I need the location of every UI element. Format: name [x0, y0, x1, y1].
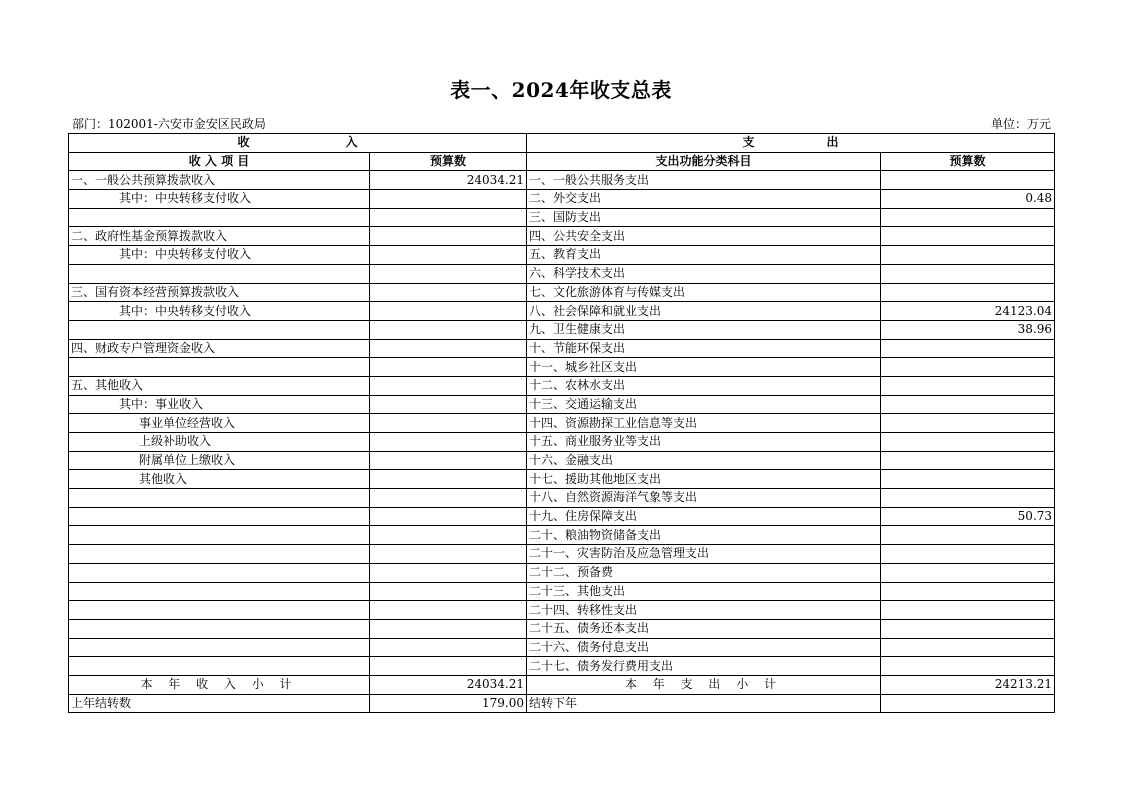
income-item-cell: 事业单位经营收入	[69, 414, 370, 433]
expense-item-cell: 十七、援助其他地区支出	[527, 470, 881, 489]
expense-item-cell: 一、一般公共服务支出	[527, 171, 881, 190]
income-item-cell	[69, 526, 370, 545]
expense-amount-cell	[881, 171, 1055, 190]
expense-item-cell: 十三、交通运输支出	[527, 395, 881, 414]
income-section-header: 收 入	[69, 134, 527, 153]
income-item-cell	[69, 320, 370, 339]
income-amount-cell	[370, 227, 527, 246]
income-item-cell: 四、财政专户管理资金收入	[69, 339, 370, 358]
income-item-cell: 其中：中央转移支付收入	[69, 246, 370, 265]
carryover-row	[69, 694, 1055, 713]
expense-item-cell: 六、科学技术支出	[527, 264, 881, 283]
department-label: 部门：102001-六安市金安区民政局	[72, 117, 266, 131]
income-amount-cell	[370, 302, 527, 321]
expense-item-cell: 二十七、债务发行费用支出	[527, 657, 881, 676]
expense-item-cell: 五、教育支出	[527, 246, 881, 265]
expense-item-cell: 二十三、其他支出	[527, 582, 881, 601]
expense-amount-cell	[881, 582, 1055, 601]
income-amount-cell	[370, 545, 527, 564]
page-title: 表一、2024年收支总表	[450, 78, 672, 102]
expense-amount-cell	[881, 619, 1055, 638]
table-row	[69, 283, 1055, 302]
income-item-cell: 五、其他收入	[69, 376, 370, 395]
table-row	[69, 526, 1055, 545]
expense-item-cell: 十五、商业服务业等支出	[527, 433, 881, 452]
table-row	[69, 227, 1055, 246]
expense-amount-cell	[881, 264, 1055, 283]
expense-amount-cell: 24123.04	[881, 302, 1055, 321]
table-row	[69, 657, 1055, 676]
table-row	[69, 601, 1055, 620]
table-row	[69, 433, 1055, 452]
income-amount-cell	[370, 414, 527, 433]
expense-amount-cell: 38.96	[881, 320, 1055, 339]
table-row	[69, 339, 1055, 358]
income-amount-cell	[370, 526, 527, 545]
income-amount-cell	[370, 638, 527, 657]
income-amount-cell	[370, 320, 527, 339]
table-row	[69, 376, 1055, 395]
expense-subtotal-label: 本 年 支 出 小 计	[527, 675, 881, 694]
income-amount-cell	[370, 470, 527, 489]
income-item-cell	[69, 208, 370, 227]
table-row	[69, 414, 1055, 433]
expense-amount-cell: 0.48	[881, 190, 1055, 209]
expense-section-header: 支 出	[527, 134, 1055, 153]
table-row	[69, 395, 1055, 414]
income-amount-cell	[370, 433, 527, 452]
expense-amount-cell	[881, 339, 1055, 358]
expense-amount-cell	[881, 470, 1055, 489]
expense-item-cell: 十、节能环保支出	[527, 339, 881, 358]
table-row	[69, 208, 1055, 227]
carryover-in-value: 179.00	[370, 694, 527, 713]
income-amount-cell	[370, 376, 527, 395]
table-row	[69, 358, 1055, 377]
income-item-cell: 其中：中央转移支付收入	[69, 190, 370, 209]
expense-item-cell: 二十五、债务还本支出	[527, 619, 881, 638]
expense-item-cell: 四、公共安全支出	[527, 227, 881, 246]
table-row	[69, 563, 1055, 582]
expense-item-cell: 十四、资源勘探工业信息等支出	[527, 414, 881, 433]
income-item-cell	[69, 358, 370, 377]
income-amount-cell	[370, 246, 527, 265]
table-row	[69, 264, 1055, 283]
income-amount-cell	[370, 339, 527, 358]
table-column-header-row	[69, 152, 1055, 171]
table-row	[69, 489, 1055, 508]
expense-amount-cell	[881, 563, 1055, 582]
expense-item-cell: 十二、农林水支出	[527, 376, 881, 395]
income-item-cell: 一、一般公共预算拨款收入	[69, 171, 370, 190]
income-item-cell: 二、政府性基金预算拨款收入	[69, 227, 370, 246]
income-item-cell	[69, 619, 370, 638]
income-item-cell	[69, 545, 370, 564]
carryover-out-label: 结转下年	[527, 694, 881, 713]
income-item-cell: 附属单位上缴收入	[69, 451, 370, 470]
income-amount-cell	[370, 395, 527, 414]
expense-item-cell: 十八、自然资源海洋气象等支出	[527, 489, 881, 508]
expense-item-cell: 十一、城乡社区支出	[527, 358, 881, 377]
expense-amount-cell	[881, 657, 1055, 676]
expense-amount-cell	[881, 283, 1055, 302]
table-section-header-row	[69, 134, 1055, 153]
table-row	[69, 582, 1055, 601]
table-row	[69, 507, 1055, 526]
income-item-cell	[69, 601, 370, 620]
income-amount-cell	[370, 489, 527, 508]
income-item-cell: 其中：事业收入	[69, 395, 370, 414]
expense-amount-cell	[881, 246, 1055, 265]
expense-amount-cell	[881, 451, 1055, 470]
table-row	[69, 619, 1055, 638]
income-amount-cell	[370, 601, 527, 620]
expense-item-cell: 二十一、灾害防治及应急管理支出	[527, 545, 881, 564]
expense-amount-cell	[881, 358, 1055, 377]
expense-amount-cell	[881, 545, 1055, 564]
expense-item-cell: 九、卫生健康支出	[527, 320, 881, 339]
table-row	[69, 545, 1055, 564]
expense-amount-cell	[881, 433, 1055, 452]
income-subtotal-value: 24034.21	[370, 675, 527, 694]
subtotal-row	[69, 675, 1055, 694]
income-amount-cell	[370, 190, 527, 209]
income-amount-cell	[370, 208, 527, 227]
income-item-cell	[69, 582, 370, 601]
income-subtotal-label: 本 年 收 入 小 计	[69, 675, 370, 694]
income-item-cell	[69, 264, 370, 283]
table-row	[69, 320, 1055, 339]
income-item-cell	[69, 638, 370, 657]
income-amount-cell	[370, 657, 527, 676]
expense-amount-cell	[881, 395, 1055, 414]
expense-item-cell: 七、文化旅游体育与传媒支出	[527, 283, 881, 302]
income-amount-header: 预算数	[370, 152, 527, 171]
income-item-cell: 其他收入	[69, 470, 370, 489]
income-item-cell: 三、国有资本经营预算拨款收入	[69, 283, 370, 302]
income-item-cell	[69, 489, 370, 508]
expense-item-cell: 八、社会保障和就业支出	[527, 302, 881, 321]
expense-amount-header: 预算数	[881, 152, 1055, 171]
income-amount-cell	[370, 283, 527, 302]
expense-amount-cell	[881, 489, 1055, 508]
expense-item-header: 支出功能分类科目	[527, 152, 881, 171]
income-amount-cell	[370, 358, 527, 377]
expense-subtotal-value: 24213.21	[881, 675, 1055, 694]
unit-label: 单位：万元	[990, 117, 1051, 131]
carryover-in-label: 上年结转数	[69, 694, 370, 713]
expense-item-cell: 十六、金融支出	[527, 451, 881, 470]
income-amount-cell	[370, 563, 527, 582]
income-item-cell: 上级补助收入	[69, 433, 370, 452]
income-amount-cell	[370, 264, 527, 283]
expense-item-cell: 二十二、预备费	[527, 563, 881, 582]
income-item-cell	[69, 563, 370, 582]
income-amount-cell	[370, 451, 527, 470]
expense-item-cell: 二十四、转移性支出	[527, 601, 881, 620]
expense-amount-cell	[881, 526, 1055, 545]
table-row	[69, 302, 1055, 321]
income-item-cell	[69, 657, 370, 676]
expense-item-cell: 二、外交支出	[527, 190, 881, 209]
table-row	[69, 638, 1055, 657]
expense-item-cell: 三、国防支出	[527, 208, 881, 227]
table-row	[69, 171, 1055, 190]
expense-item-cell: 十九、住房保障支出	[527, 507, 881, 526]
table-row	[69, 190, 1055, 209]
table-row	[69, 470, 1055, 489]
expense-amount-cell	[881, 601, 1055, 620]
income-amount-cell: 24034.21	[370, 171, 527, 190]
expense-amount-cell	[881, 208, 1055, 227]
expense-amount-cell	[881, 414, 1055, 433]
expense-amount-cell: 50.73	[881, 507, 1055, 526]
income-item-cell	[69, 507, 370, 526]
carryover-out-value	[881, 694, 1055, 713]
income-amount-cell	[370, 582, 527, 601]
table-row	[69, 451, 1055, 470]
budget-table	[68, 133, 1055, 713]
table-row	[69, 246, 1055, 265]
income-amount-cell	[370, 619, 527, 638]
income-item-cell: 其中：中央转移支付收入	[69, 302, 370, 321]
expense-item-cell: 二十六、债务付息支出	[527, 638, 881, 657]
expense-amount-cell	[881, 227, 1055, 246]
income-item-header: 收 入 项 目	[69, 152, 370, 171]
expense-amount-cell	[881, 638, 1055, 657]
expense-amount-cell	[881, 376, 1055, 395]
income-amount-cell	[370, 507, 527, 526]
expense-item-cell: 二十、粮油物资储备支出	[527, 526, 881, 545]
